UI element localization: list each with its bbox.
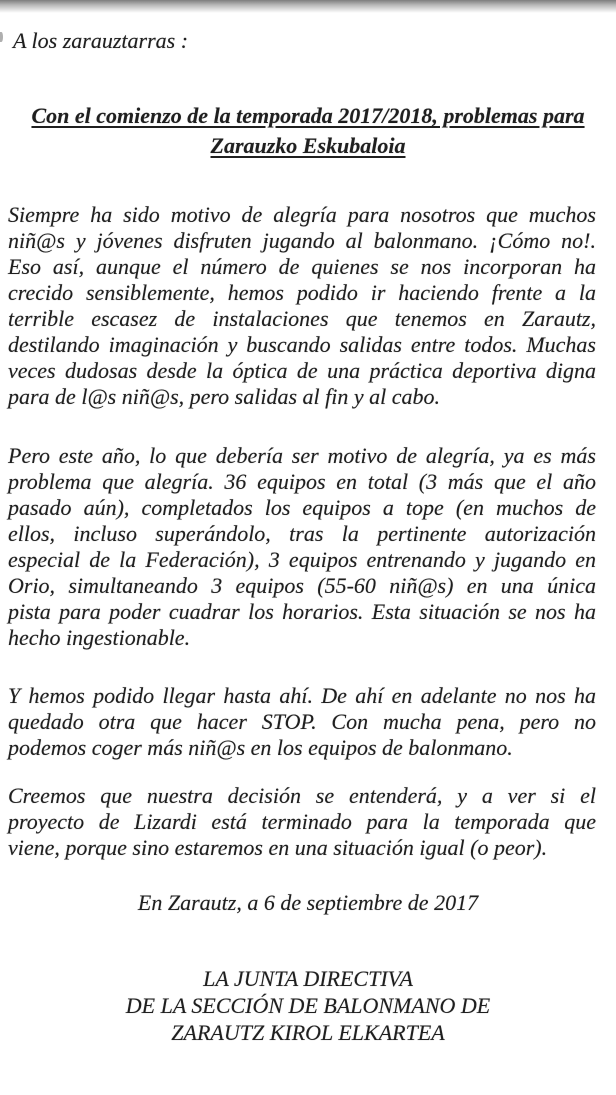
paragraph-2-line: problema que alegría. 36 equipos en total (3 más que el año [8,469,596,494]
signature-block [0,965,616,1046]
photo-edge-shadow [0,0,616,13]
title-line-2: Zarauzko Eskubaloia [210,133,406,158]
paragraph-1-line: Siempre ha sido motivo de alegría para nosotros que muchos [8,202,596,227]
date-line: En Zarautz, a 6 de septiembre de 2017 [137,890,479,915]
paragraph-4-line: Creemos que nuestra decisión se entenderá, y a ver si el [8,783,596,808]
letter-title [0,101,616,161]
paragraph-4-line: proyecto de Lizardi está terminado para la temporada que [8,809,596,834]
paragraph-1-line: veces dudosas desde la óptica de una práctica deportiva digna [8,358,596,383]
paragraph-2-line: especial de la Federación), 3 equipos entrenando y jugando en [8,547,596,572]
photo-edge-smudge [0,32,3,42]
paragraph-1-line: destilando imaginación y buscando salidas entre todos. Muchas [8,332,596,357]
paragraph-2 [8,443,596,651]
paragraph-3 [8,683,596,761]
paragraph-2-line: hecho ingestionable. [8,625,191,650]
paragraph-3-line: Y hemos podido llegar hasta ahí. De ahí en adelante no nos ha [8,683,596,708]
paragraph-1 [8,202,596,410]
paragraph-3-line: quedado otra que hacer STOP. Con mucha pena, pero no [8,709,596,734]
paragraph-1-line: crecido sensiblemente, hemos podido ir haciendo frente a la [8,280,596,305]
salutation: A los zarauztarras : [13,28,189,53]
paragraph-2-line: Pero este año, lo que debería ser motivo de alegría, ya es más [8,443,596,468]
paragraph-2-line: pista para poder cuadrar los horarios. Esta situación se nos ha [8,599,596,624]
paragraph-1-line: para de l@s niñ@s, pero salidas al fin y al cabo. [8,384,440,409]
paragraph-4-line: viene, porque sino estaremos en una situación igual (o peor). [8,835,548,860]
paragraph-2-line: Orio, simultaneando 3 equipos (55-60 niñ@s) en una única [8,573,596,598]
paragraph-1-line: Eso así, aunque el número de quienes se nos incorporan ha [8,254,596,279]
signature-line-2: DE LA SECCIÓN DE BALONMANO DE [125,993,491,1018]
paragraph-2-line: ellos, incluso superándolo, tras la pertinente autorización [8,521,596,546]
signature-line-1: LA JUNTA DIRECTIVA [203,966,413,991]
paragraph-4 [8,783,596,861]
title-line-1: Con el comienzo de la temporada 2017/2018, problemas para [31,103,585,128]
paragraph-1-line: niñ@s y jóvenes disfruten jugando al balonmano. ¡Cómo no!. [8,228,596,253]
paragraph-3-line: podemos coger más niñ@s en los equipos de balonmano. [8,735,513,760]
paragraph-1-line: terrible escasez de instalaciones que tenemos en Zarautz, [8,306,596,331]
paragraph-2-line: pasado aún), completados los equipos a tope (en muchos de [8,495,596,520]
signature-line-3: ZARAUTZ KIROL ELKARTEA [171,1020,445,1045]
